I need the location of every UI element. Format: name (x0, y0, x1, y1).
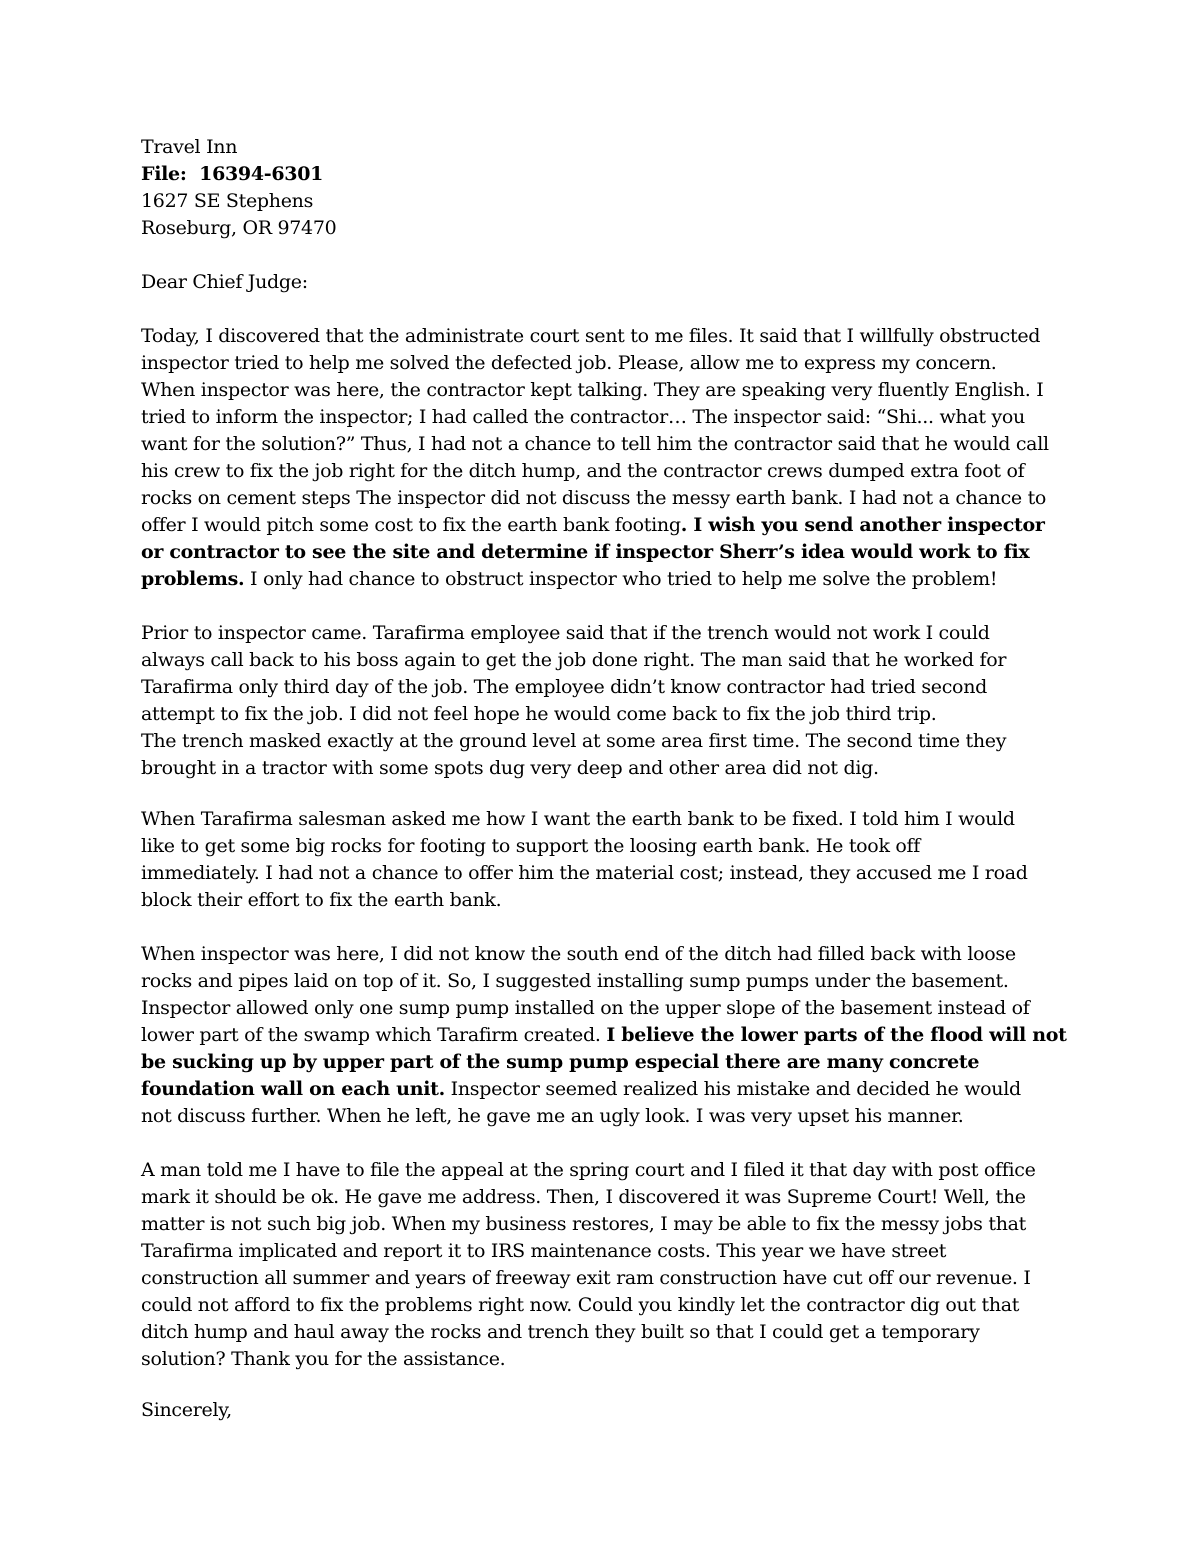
paragraph-line: rocks on cement steps The inspector did not discuss the messy earth bank. I had not a chance to (141, 487, 1047, 509)
paragraph-line: mark it should be ok. He gave me address. Then, I discovered it was Supreme Court! Well, the (141, 1186, 1026, 1208)
paragraph-line: When inspector was here, I did not know the south end of the ditch had filled back with loose (141, 943, 1016, 965)
paragraph-line: When inspector was here, the contractor kept talking. They are speaking very fluently English. I (141, 379, 1044, 401)
paragraph-line: Tarafirma only third day of the job. The employee didn’t know contractor had tried second (141, 676, 987, 698)
paragraph-line: his crew to fix the job right for the ditch hump, and the contractor crews dumped extra foot of (141, 460, 1025, 482)
file-number: 16394-6301 (199, 163, 324, 185)
paragraph-line: rocks and pipes laid on top of it. So, I suggested installing sump pumps under the basement. (141, 970, 1009, 992)
paragraph-line: A man told me I have to file the appeal at the spring court and I filed it that day with post office (141, 1159, 1036, 1181)
paragraph-line (141, 566, 1061, 593)
paragraph-line-bold: or contractor to see the site and determine if inspector Sherr’s idea would work to fix (141, 541, 1030, 563)
paragraph-line: Today, I discovered that the administrate court sent to me files. It said that I willfully obstructed (141, 325, 1041, 347)
paragraph-5 (141, 1157, 1061, 1373)
paragraph-line: brought in a tractor with some spots dug very deep and other area did not dig. (141, 757, 879, 779)
closing: Sincerely, (141, 1399, 232, 1421)
text-run: lower part of the swamp which Tarafirm created. (141, 1024, 607, 1046)
paragraph-line: immediately. I had not a chance to offer him the material cost; instead, they accused me I road (141, 862, 1028, 884)
bold-text-run: I believe the lower parts of the flood will not (606, 1024, 1067, 1046)
paragraph-line: block their effort to fix the earth bank. (141, 889, 502, 911)
paragraph-line: When Tarafirma salesman asked me how I want the earth bank to be fixed. I told him I would (141, 808, 1015, 830)
paragraph-4 (141, 941, 1067, 1130)
bold-text-run: foundation wall on each unit. (141, 1078, 445, 1100)
paragraph-line: inspector tried to help me solved the defected job. Please, allow me to express my concern. (141, 352, 997, 374)
paragraph-line: could not afford to fix the problems right now. Could you kindly let the contractor dig out that (141, 1294, 1020, 1316)
street-address: 1627 SE Stephens (141, 190, 314, 212)
paragraph-line: attempt to fix the job. I did not feel hope he would come back to fix the job third trip. (141, 703, 937, 725)
business-name: Travel Inn (141, 136, 238, 158)
paragraph-line (141, 1022, 1067, 1049)
text-run: I only had chance to obstruct inspector who tried to help me solve the problem! (244, 568, 998, 590)
paragraph-line: The trench masked exactly at the ground level at some area first time. The second time they (141, 730, 1007, 752)
paragraph-2 (141, 620, 1061, 782)
paragraph-line: Prior to inspector came. Tarafirma employee said that if the trench would not work I could (141, 622, 990, 644)
text-run: offer I would pitch some cost to fix the earth bank footing (141, 514, 681, 536)
paragraph-line (141, 512, 1061, 539)
letter-body (141, 134, 1067, 1424)
paragraph-line: solution? Thank you for the assistance. (141, 1348, 506, 1370)
paragraph-line: Inspector allowed only one sump pump installed on the upper slope of the basement instead of (141, 997, 1030, 1019)
address-block (141, 134, 1061, 242)
paragraph-3 (141, 806, 1061, 914)
city-state-zip: Roseburg, OR 97470 (141, 217, 337, 239)
file-reference (141, 161, 1061, 188)
paragraph-line (141, 1076, 1061, 1103)
paragraph-line: matter is not such big job. When my business restores, I may be able to fix the messy jobs that (141, 1213, 1026, 1235)
bold-text-run: problems. (141, 568, 245, 590)
paragraph-1 (141, 323, 1061, 593)
paragraph-line: construction all summer and years of freeway exit ram construction have cut off our revenue. I (141, 1267, 1031, 1289)
bold-text-run: . I wish you send another inspector (680, 514, 1045, 536)
paragraph-line-bold: be sucking up by upper part of the sump pump especial there are many concrete (141, 1051, 980, 1073)
paragraph-line: always call back to his boss again to get the job done right. The man said that he worked for (141, 649, 1007, 671)
paragraph-line: like to get some big rocks for footing to support the loosing earth bank. He took off (141, 835, 921, 857)
file-label: File: (141, 163, 187, 185)
paragraph-line: not discuss further. When he left, he gave me an ugly look. I was very upset his manner. (141, 1105, 964, 1127)
text-run: Inspector seemed realized his mistake and decided he would (444, 1078, 1021, 1100)
paragraph-line: tried to inform the inspector; I had called the contractor… The inspector said: “Shi... what you (141, 406, 1025, 428)
paragraph-line: Tarafirma implicated and report it to IRS maintenance costs. This year we have street (141, 1240, 947, 1262)
paragraph-line: want for the solution?” Thus, I had not a chance to tell him the contractor said that he would call (141, 433, 1049, 455)
salutation: Dear Chief Judge: (141, 271, 308, 293)
paragraph-line: ditch hump and haul away the rocks and trench they built so that I could get a temporary (141, 1321, 980, 1343)
